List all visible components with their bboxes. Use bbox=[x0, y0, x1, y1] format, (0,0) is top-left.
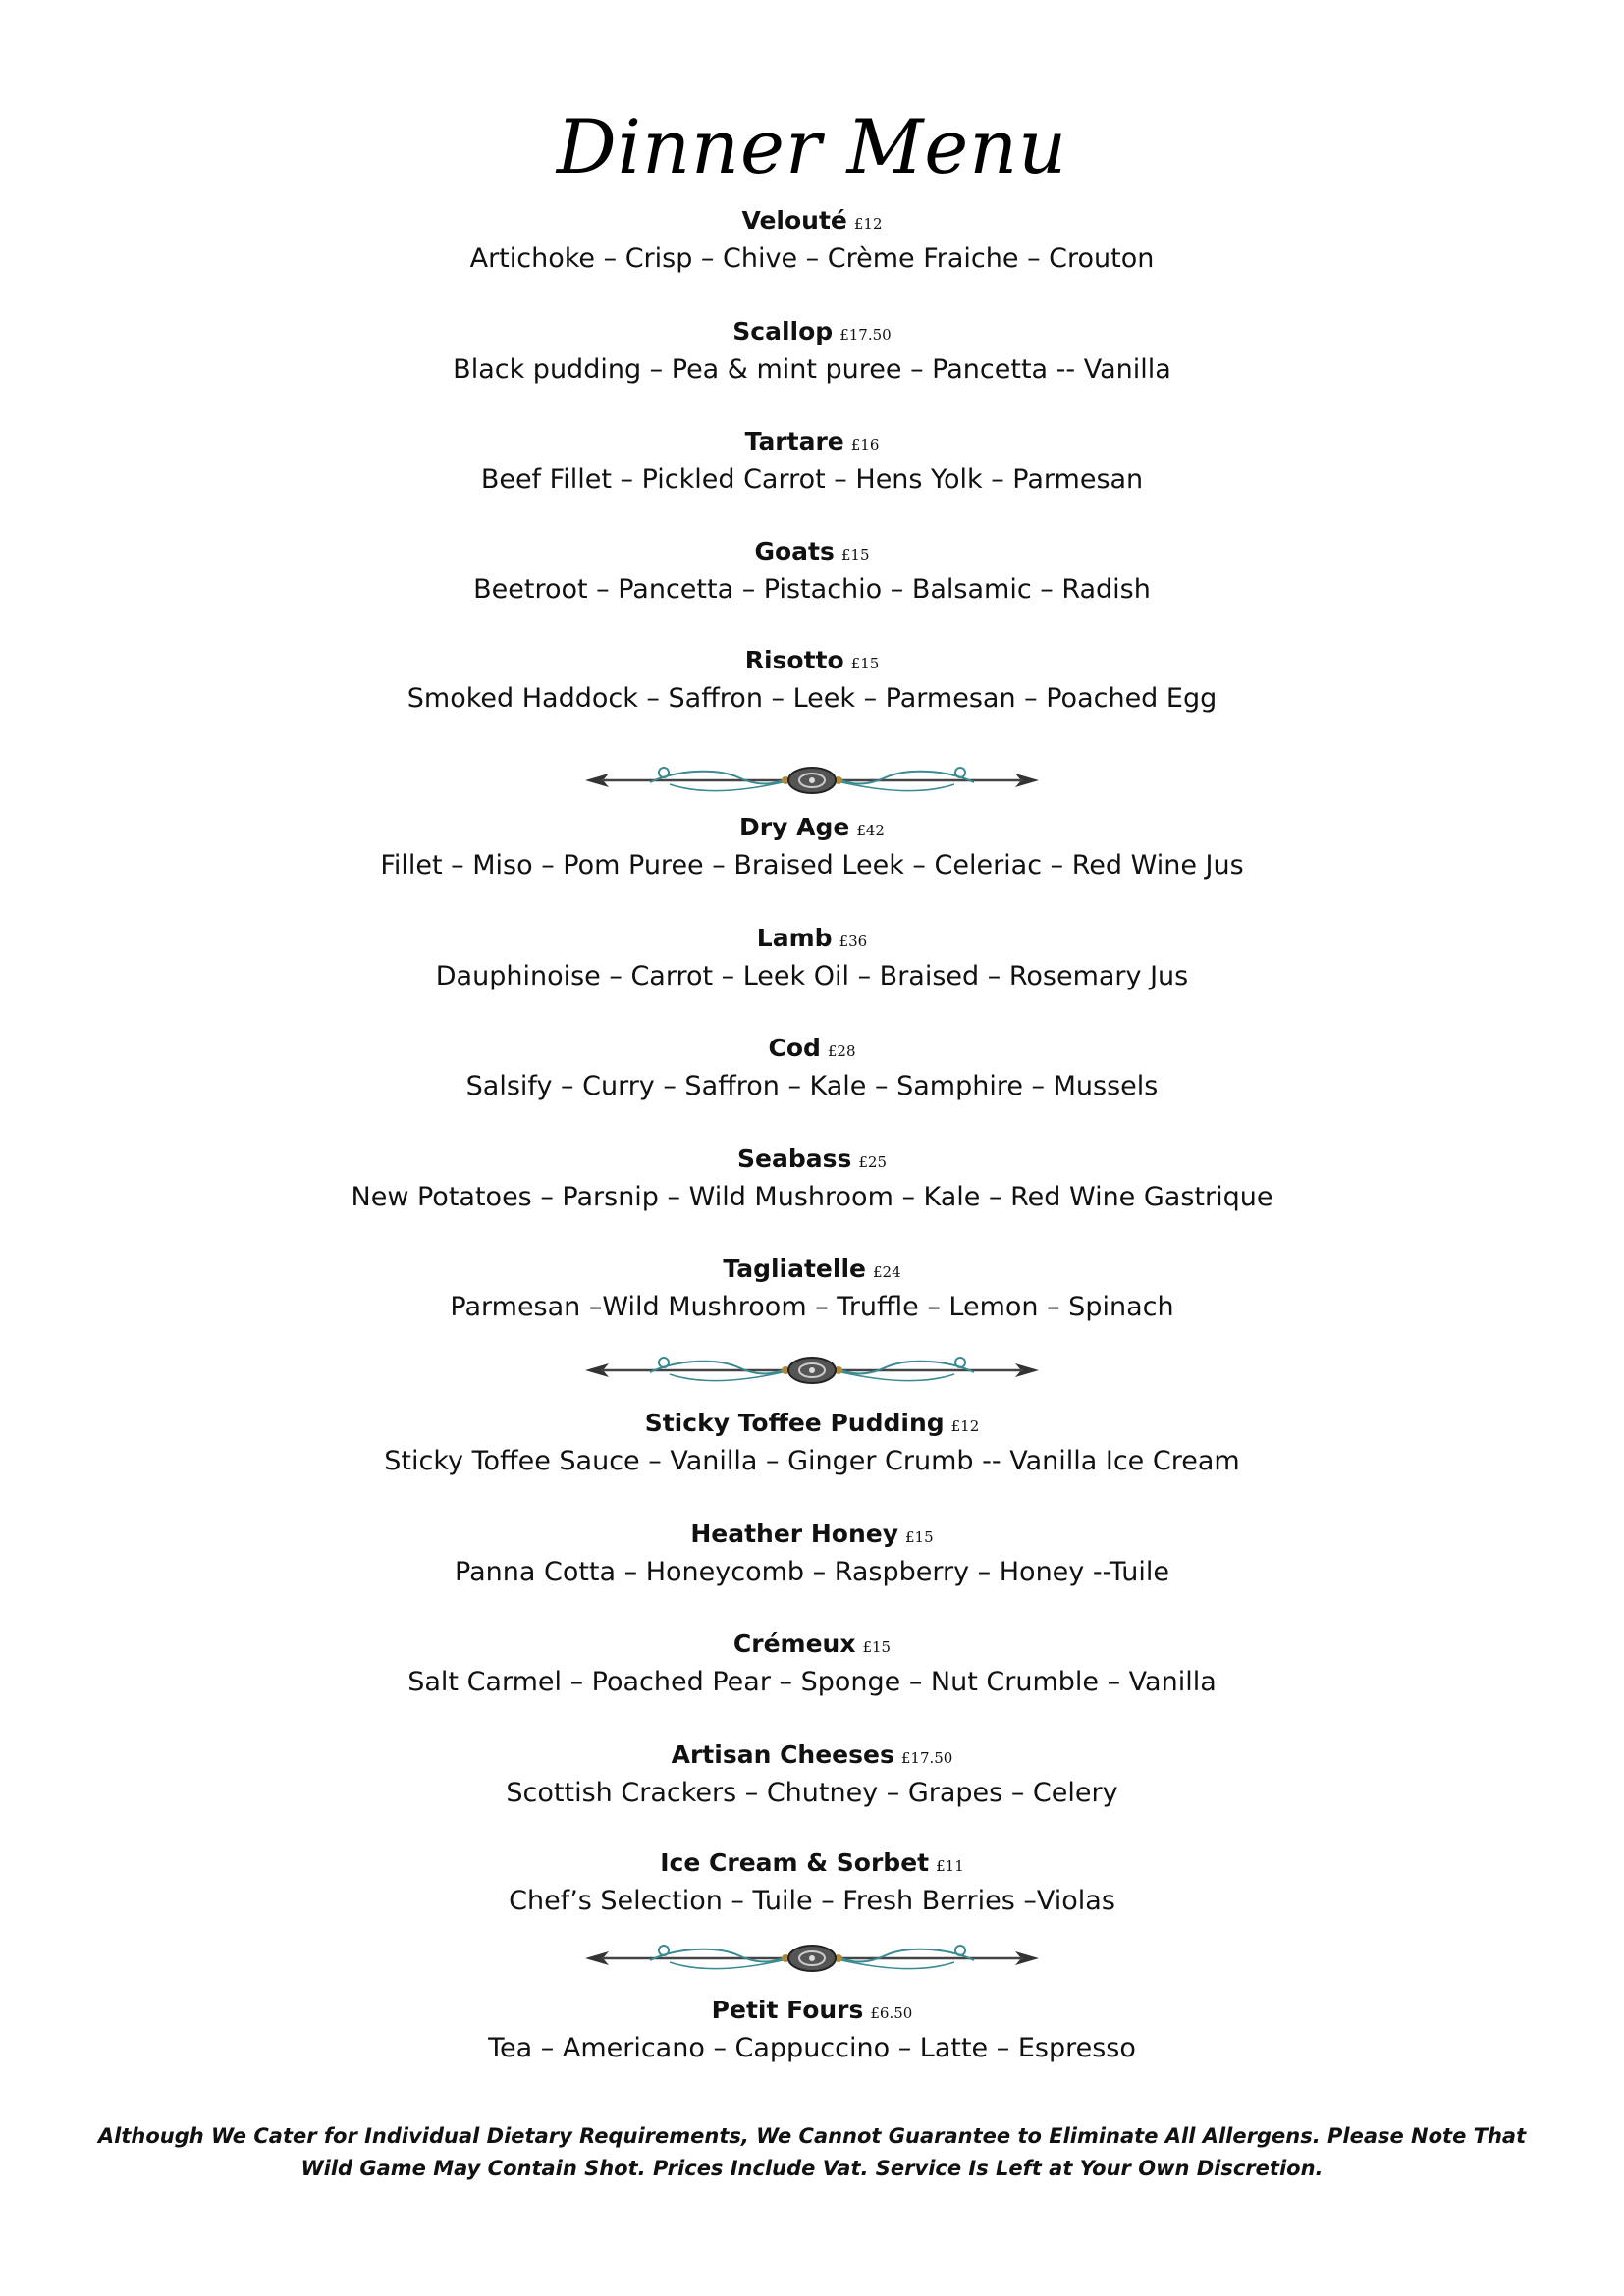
menu-item-heather-honey bbox=[0, 1518, 1624, 1591]
dish-description: Salsify – Curry – Saffron – Kale – Samphire – Mussels bbox=[465, 1071, 1159, 1101]
dish-name: Sticky Toffee Pudding bbox=[644, 1409, 945, 1437]
dish-name: Ice Cream & Sorbet bbox=[660, 1848, 930, 1877]
menu-item-goats bbox=[0, 535, 1624, 609]
dish-description: Black pudding – Pea & mint puree – Pancetta -- Vanilla bbox=[453, 354, 1171, 385]
dish-description: Panna Cotta – Honeycomb – Raspberry – Honey --Tuile bbox=[455, 1557, 1169, 1587]
dish-price: £6.50 bbox=[870, 2004, 913, 2022]
dish-name: Heather Honey bbox=[690, 1520, 898, 1548]
dish-name: Seabass bbox=[737, 1145, 852, 1173]
ornamental-divider-icon bbox=[0, 761, 1624, 800]
dish-name: Cod bbox=[768, 1034, 821, 1062]
menu-item-ice-cream-sorbet bbox=[0, 1846, 1624, 1920]
menu-item-veloute bbox=[0, 204, 1624, 278]
menu-item-cremeux bbox=[0, 1628, 1624, 1701]
dish-description: Beef Fillet – Pickled Carrot – Hens Yolk – Parmesan bbox=[480, 464, 1144, 495]
dish-price: £24 bbox=[872, 1263, 901, 1281]
dish-description: Sticky Toffee Sauce – Vanilla – Ginger Crumb -- Vanilla Ice Cream bbox=[384, 1446, 1240, 1476]
dish-name: Crémeux bbox=[732, 1629, 856, 1658]
menu-item-cod bbox=[0, 1032, 1624, 1105]
dish-name: Tartare bbox=[744, 427, 844, 455]
dish-description: Salt Carmel – Poached Pear – Sponge – Nut Crumble – Vanilla bbox=[407, 1667, 1217, 1697]
dish-price: £11 bbox=[936, 1857, 964, 1875]
dish-price: £17.50 bbox=[900, 1749, 953, 1767]
dish-description: Chef’s Selection – Tuile – Fresh Berries –Violas bbox=[509, 1886, 1115, 1916]
dish-price: £12 bbox=[853, 215, 883, 233]
dish-name: Petit Fours bbox=[711, 1996, 864, 2024]
dish-price: £12 bbox=[950, 1417, 980, 1435]
dish-name: Lamb bbox=[756, 924, 833, 952]
dish-price: £17.50 bbox=[839, 326, 892, 344]
dish-description: Parmesan –Wild Mushroom – Truffle – Lemon – Spinach bbox=[450, 1292, 1174, 1322]
dish-name: Artisan Cheeses bbox=[671, 1740, 894, 1769]
ornamental-divider-icon bbox=[0, 1351, 1624, 1390]
allergen-disclaimer: Although We Cater for Individual Dietary Requirements, We Cannot Guarantee to Eliminate All Allergens. Please Note That Wild Game May Contain Shot. Prices Include Vat. Service Is Left at Your Own Discretion. bbox=[97, 2124, 1527, 2180]
dish-description: Tea – Americano – Cappuccino – Latte – Espresso bbox=[488, 2033, 1136, 2063]
menu-item-risotto bbox=[0, 644, 1624, 718]
ornamental-divider-icon bbox=[0, 1939, 1624, 1978]
dish-name: Risotto bbox=[744, 646, 844, 674]
menu-item-artisan-cheeses bbox=[0, 1738, 1624, 1812]
dish-description: Scottish Crackers – Chutney – Grapes – Celery bbox=[506, 1778, 1118, 1808]
menu-item-petit-fours bbox=[0, 1994, 1624, 2067]
dish-description: Beetroot – Pancetta – Pistachio – Balsamic – Radish bbox=[473, 574, 1151, 605]
dish-price: £15 bbox=[862, 1638, 892, 1656]
dish-description: Artichoke – Crisp – Chive – Crème Fraiche – Crouton bbox=[469, 243, 1155, 274]
dish-price: £15 bbox=[905, 1528, 934, 1546]
menu-item-scallop bbox=[0, 315, 1624, 389]
menu-item-tagliatelle bbox=[0, 1253, 1624, 1326]
dish-price: £36 bbox=[839, 933, 868, 950]
dish-price: £16 bbox=[850, 436, 880, 454]
dish-price: £15 bbox=[840, 546, 870, 563]
dish-name: Dry Age bbox=[739, 813, 850, 841]
menu-item-sticky-toffee-pudding bbox=[0, 1407, 1624, 1480]
dish-description: New Potatoes – Parsnip – Wild Mushroom – Kale – Red Wine Gastrique bbox=[351, 1182, 1273, 1212]
dish-name: Velouté bbox=[741, 206, 847, 235]
dish-price: £42 bbox=[856, 822, 885, 839]
menu-item-dry-age bbox=[0, 811, 1624, 884]
dish-name: Tagliatelle bbox=[723, 1255, 866, 1283]
dish-price: £25 bbox=[858, 1153, 887, 1171]
dish-price: £28 bbox=[827, 1042, 856, 1060]
dish-name: Scallop bbox=[732, 317, 834, 346]
menu-item-lamb bbox=[0, 922, 1624, 995]
page-title: Dinner Menu bbox=[556, 103, 1068, 190]
dish-description: Smoked Haddock – Saffron – Leek – Parmesan – Poached Egg bbox=[406, 683, 1218, 714]
dish-description: Fillet – Miso – Pom Puree – Braised Leek – Celeriac – Red Wine Jus bbox=[380, 850, 1244, 881]
menu-item-tartare bbox=[0, 425, 1624, 499]
dish-price: £15 bbox=[850, 655, 880, 672]
dish-description: Dauphinoise – Carrot – Leek Oil – Braised – Rosemary Jus bbox=[435, 961, 1189, 991]
menu-item-seabass bbox=[0, 1143, 1624, 1216]
dish-name: Goats bbox=[754, 537, 835, 565]
